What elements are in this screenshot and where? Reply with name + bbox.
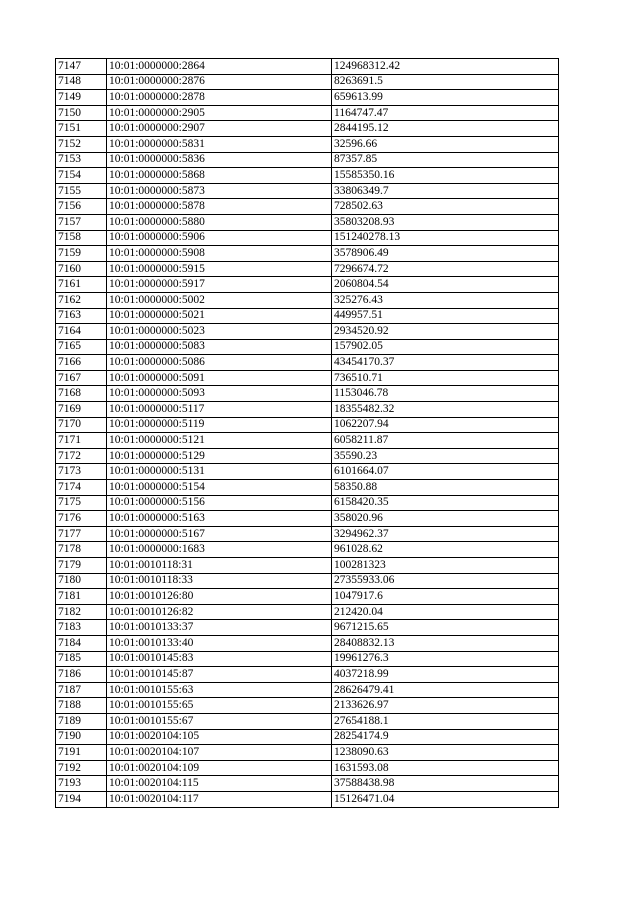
cadastral-number-cell: 10:01:0000000:5091	[107, 370, 332, 386]
cadastral-number-cell: 10:01:0010145:83	[107, 651, 332, 667]
table-row	[56, 152, 559, 168]
value-cell: 3294962.37	[332, 526, 559, 542]
value-cell: 6101664.07	[332, 464, 559, 480]
row-number-cell: 7161	[56, 277, 107, 293]
row-number-cell: 7153	[56, 152, 107, 168]
row-number-cell: 7150	[56, 105, 107, 121]
cadastral-number-cell: 10:01:0000000:5119	[107, 417, 332, 433]
cadastral-number-cell: 10:01:0000000:5083	[107, 339, 332, 355]
table-body	[56, 59, 559, 808]
value-cell: 124968312.42	[332, 59, 559, 75]
table-row	[56, 620, 559, 636]
table-row	[56, 105, 559, 121]
cadastral-number-cell: 10:01:0010118:33	[107, 573, 332, 589]
table-row	[56, 136, 559, 152]
table-row	[56, 604, 559, 620]
value-cell: 2133626.97	[332, 698, 559, 714]
table-row	[56, 59, 559, 75]
table-row	[56, 635, 559, 651]
value-cell: 19961276.3	[332, 651, 559, 667]
table-row	[56, 230, 559, 246]
value-cell: 27355933.06	[332, 573, 559, 589]
cadastral-number-cell: 10:01:0000000:5129	[107, 448, 332, 464]
table-row	[56, 791, 559, 807]
cadastral-number-cell: 10:01:0000000:2876	[107, 74, 332, 90]
row-number-cell: 7151	[56, 121, 107, 137]
value-cell: 1153046.78	[332, 386, 559, 402]
value-cell: 33806349.7	[332, 183, 559, 199]
value-cell: 6158420.35	[332, 495, 559, 511]
row-number-cell: 7175	[56, 495, 107, 511]
table-row	[56, 776, 559, 792]
cadastral-number-cell: 10:01:0020104:109	[107, 760, 332, 776]
cadastral-number-cell: 10:01:0000000:5831	[107, 136, 332, 152]
row-number-cell: 7173	[56, 464, 107, 480]
value-cell: 659613.99	[332, 90, 559, 106]
value-cell: 151240278.13	[332, 230, 559, 246]
row-number-cell: 7156	[56, 199, 107, 215]
value-cell: 358020.96	[332, 511, 559, 527]
value-cell: 18355482.32	[332, 402, 559, 418]
row-number-cell: 7189	[56, 713, 107, 729]
value-cell: 449957.51	[332, 308, 559, 324]
value-cell: 1164747.47	[332, 105, 559, 121]
cadastral-number-cell: 10:01:0020104:115	[107, 776, 332, 792]
value-cell: 961028.62	[332, 542, 559, 558]
row-number-cell: 7191	[56, 745, 107, 761]
row-number-cell: 7169	[56, 402, 107, 418]
table-row	[56, 246, 559, 262]
row-number-cell: 7159	[56, 246, 107, 262]
row-number-cell: 7174	[56, 480, 107, 496]
table-row	[56, 168, 559, 184]
row-number-cell: 7164	[56, 324, 107, 340]
cadastral-number-cell: 10:01:0000000:5021	[107, 308, 332, 324]
value-cell: 27654188.1	[332, 713, 559, 729]
table-row	[56, 542, 559, 558]
row-number-cell: 7182	[56, 604, 107, 620]
table-row	[56, 526, 559, 542]
cadastral-number-cell: 10:01:0000000:5915	[107, 261, 332, 277]
table-row	[56, 495, 559, 511]
cadastral-number-cell: 10:01:0000000:2864	[107, 59, 332, 75]
row-number-cell: 7181	[56, 589, 107, 605]
row-number-cell: 7149	[56, 90, 107, 106]
cadastral-number-cell: 10:01:0010133:37	[107, 620, 332, 636]
row-number-cell: 7180	[56, 573, 107, 589]
cadastral-number-cell: 10:01:0010118:31	[107, 558, 332, 574]
value-cell: 9671215.65	[332, 620, 559, 636]
row-number-cell: 7172	[56, 448, 107, 464]
row-number-cell: 7179	[56, 558, 107, 574]
table-row	[56, 402, 559, 418]
cadastral-number-cell: 10:01:0000000:5908	[107, 246, 332, 262]
value-cell: 28408832.13	[332, 635, 559, 651]
value-cell: 6058211.87	[332, 433, 559, 449]
row-number-cell: 7154	[56, 168, 107, 184]
table-row	[56, 698, 559, 714]
cadastral-number-cell: 10:01:0000000:5917	[107, 277, 332, 293]
value-cell: 15126471.04	[332, 791, 559, 807]
table-row	[56, 589, 559, 605]
table-row	[56, 261, 559, 277]
cadastral-number-cell: 10:01:0000000:5086	[107, 355, 332, 371]
cadastral-number-cell: 10:01:0000000:2907	[107, 121, 332, 137]
row-number-cell: 7183	[56, 620, 107, 636]
row-number-cell: 7157	[56, 214, 107, 230]
table-row	[56, 480, 559, 496]
table-row	[56, 433, 559, 449]
row-number-cell: 7147	[56, 59, 107, 75]
cadastral-number-cell: 10:01:0000000:5117	[107, 402, 332, 418]
cadastral-number-cell: 10:01:0000000:5167	[107, 526, 332, 542]
table-row	[56, 355, 559, 371]
table-row	[56, 682, 559, 698]
cadastral-number-cell: 10:01:0010126:82	[107, 604, 332, 620]
table-row	[56, 464, 559, 480]
value-cell: 1062207.94	[332, 417, 559, 433]
value-cell: 2844195.12	[332, 121, 559, 137]
row-number-cell: 7168	[56, 386, 107, 402]
cadastral-number-cell: 10:01:0000000:5836	[107, 152, 332, 168]
row-number-cell: 7166	[56, 355, 107, 371]
value-cell: 35590.23	[332, 448, 559, 464]
row-number-cell: 7187	[56, 682, 107, 698]
value-cell: 4037218.99	[332, 667, 559, 683]
cadastral-number-cell: 10:01:0020104:107	[107, 745, 332, 761]
table-row	[56, 729, 559, 745]
cadastral-number-cell: 10:01:0000000:5093	[107, 386, 332, 402]
cadastral-number-cell: 10:01:0000000:5002	[107, 292, 332, 308]
table-row	[56, 277, 559, 293]
row-number-cell: 7178	[56, 542, 107, 558]
cadastral-number-cell: 10:01:0000000:5163	[107, 511, 332, 527]
cadastral-number-cell: 10:01:0000000:5154	[107, 480, 332, 496]
table-row	[56, 324, 559, 340]
value-cell: 43454170.37	[332, 355, 559, 371]
cadastral-number-cell: 10:01:0000000:5873	[107, 183, 332, 199]
table-row	[56, 183, 559, 199]
cadastral-number-cell: 10:01:0000000:5023	[107, 324, 332, 340]
table-row	[56, 308, 559, 324]
value-cell: 15585350.16	[332, 168, 559, 184]
data-table	[55, 58, 559, 808]
table-row	[56, 667, 559, 683]
cadastral-number-cell: 10:01:0010133:40	[107, 635, 332, 651]
table-row	[56, 370, 559, 386]
value-cell: 8263691.5	[332, 74, 559, 90]
cadastral-number-cell: 10:01:0020104:117	[107, 791, 332, 807]
row-number-cell: 7170	[56, 417, 107, 433]
row-number-cell: 7194	[56, 791, 107, 807]
table-row	[56, 511, 559, 527]
value-cell: 1238090.63	[332, 745, 559, 761]
cadastral-number-cell: 10:01:0010155:67	[107, 713, 332, 729]
table-row	[56, 713, 559, 729]
value-cell: 2934520.92	[332, 324, 559, 340]
row-number-cell: 7193	[56, 776, 107, 792]
cadastral-number-cell: 10:01:0010155:65	[107, 698, 332, 714]
row-number-cell: 7162	[56, 292, 107, 308]
value-cell: 35803208.93	[332, 214, 559, 230]
table-row	[56, 558, 559, 574]
row-number-cell: 7158	[56, 230, 107, 246]
value-cell: 212420.04	[332, 604, 559, 620]
cadastral-number-cell: 10:01:0000000:5121	[107, 433, 332, 449]
cadastral-number-cell: 10:01:0010145:87	[107, 667, 332, 683]
cadastral-number-cell: 10:01:0000000:5880	[107, 214, 332, 230]
row-number-cell: 7163	[56, 308, 107, 324]
cadastral-number-cell: 10:01:0010155:63	[107, 682, 332, 698]
table-row	[56, 417, 559, 433]
table-row	[56, 448, 559, 464]
cadastral-number-cell: 10:01:0000000:5131	[107, 464, 332, 480]
row-number-cell: 7176	[56, 511, 107, 527]
value-cell: 736510.71	[332, 370, 559, 386]
table-row	[56, 339, 559, 355]
value-cell: 157902.05	[332, 339, 559, 355]
value-cell: 28254174.9	[332, 729, 559, 745]
cadastral-number-cell: 10:01:0000000:2878	[107, 90, 332, 106]
row-number-cell: 7165	[56, 339, 107, 355]
value-cell: 325276.43	[332, 292, 559, 308]
cadastral-number-cell: 10:01:0000000:5156	[107, 495, 332, 511]
table-row	[56, 90, 559, 106]
value-cell: 87357.85	[332, 152, 559, 168]
row-number-cell: 7185	[56, 651, 107, 667]
table-row	[56, 573, 559, 589]
value-cell: 3578906.49	[332, 246, 559, 262]
cadastral-number-cell: 10:01:0010126:80	[107, 589, 332, 605]
value-cell: 28626479.41	[332, 682, 559, 698]
table-row	[56, 199, 559, 215]
value-cell: 2060804.54	[332, 277, 559, 293]
row-number-cell: 7192	[56, 760, 107, 776]
table-row	[56, 745, 559, 761]
cadastral-number-cell: 10:01:0000000:5878	[107, 199, 332, 215]
value-cell: 58350.88	[332, 480, 559, 496]
cadastral-number-cell: 10:01:0000000:5906	[107, 230, 332, 246]
table-row	[56, 214, 559, 230]
value-cell: 7296674.72	[332, 261, 559, 277]
value-cell: 100281323	[332, 558, 559, 574]
cadastral-number-cell: 10:01:0000000:1683	[107, 542, 332, 558]
table-row	[56, 121, 559, 137]
value-cell: 1047917.6	[332, 589, 559, 605]
table-row	[56, 386, 559, 402]
value-cell: 1631593.08	[332, 760, 559, 776]
table-row	[56, 760, 559, 776]
value-cell: 32596.66	[332, 136, 559, 152]
cadastral-number-cell: 10:01:0000000:5868	[107, 168, 332, 184]
cadastral-number-cell: 10:01:0000000:2905	[107, 105, 332, 121]
row-number-cell: 7188	[56, 698, 107, 714]
row-number-cell: 7160	[56, 261, 107, 277]
row-number-cell: 7167	[56, 370, 107, 386]
value-cell: 37588438.98	[332, 776, 559, 792]
row-number-cell: 7155	[56, 183, 107, 199]
row-number-cell: 7186	[56, 667, 107, 683]
table-row	[56, 74, 559, 90]
row-number-cell: 7190	[56, 729, 107, 745]
table-row	[56, 651, 559, 667]
value-cell: 728502.63	[332, 199, 559, 215]
table-row	[56, 292, 559, 308]
row-number-cell: 7171	[56, 433, 107, 449]
cadastral-number-cell: 10:01:0020104:105	[107, 729, 332, 745]
row-number-cell: 7152	[56, 136, 107, 152]
row-number-cell: 7148	[56, 74, 107, 90]
row-number-cell: 7184	[56, 635, 107, 651]
row-number-cell: 7177	[56, 526, 107, 542]
